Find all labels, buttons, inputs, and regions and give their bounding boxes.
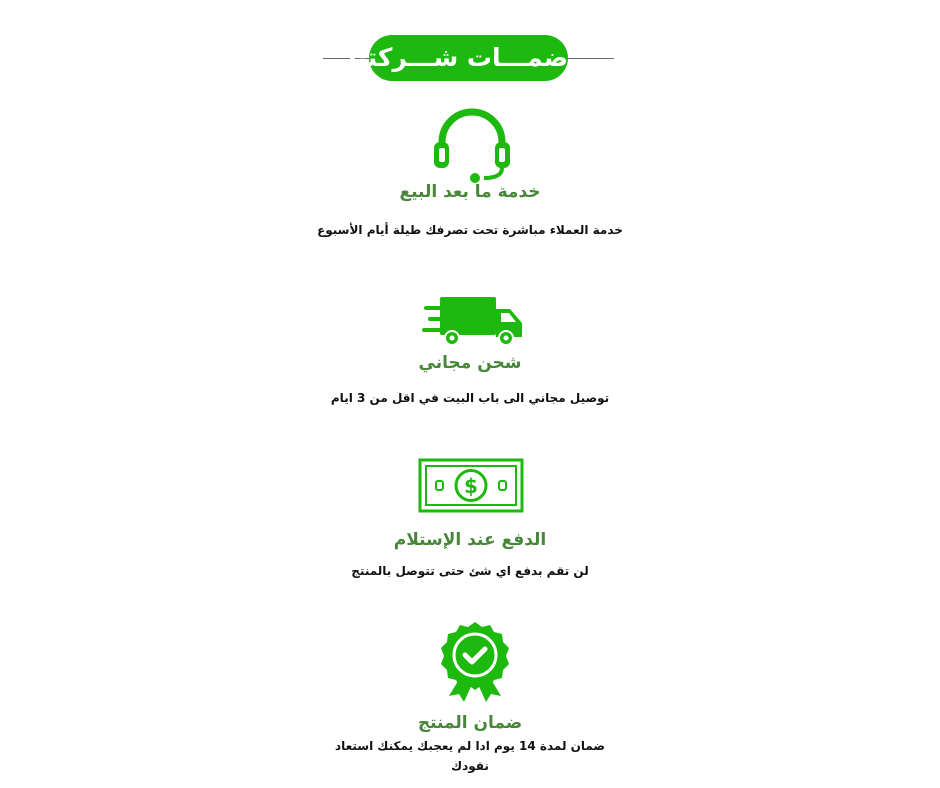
feature-description: ضمان لمدة 14 يوم ادا لم يعجبك يمكنك استعاد نقودك bbox=[334, 739, 606, 773]
feature-title: شحن مجاني bbox=[418, 353, 522, 373]
svg-text:$: $ bbox=[464, 474, 478, 498]
feature-description: توصيل مجاني الى باب البيت في اقل من 3 ايام bbox=[330, 391, 610, 405]
feature-title: ضمان المنتج bbox=[417, 713, 523, 733]
section-title: ضمـــات شـــركتنا bbox=[369, 35, 568, 81]
feature-title: خدمة ما بعد البيع bbox=[399, 182, 541, 202]
headset-icon bbox=[432, 108, 512, 184]
feature-description: خدمة العملاء مباشرة تحت تصرفك طيلة أيام الأسبوع bbox=[317, 223, 623, 237]
header-divider-right bbox=[566, 58, 614, 59]
quality-badge-icon bbox=[439, 620, 511, 702]
feature-description: لن تقم بدفع اي شئ حتى تتوصل بالمنتج bbox=[351, 564, 589, 578]
cash-icon bbox=[418, 458, 524, 513]
feature-title: الدفع عند الإستلام bbox=[393, 530, 547, 550]
delivery-truck-icon bbox=[422, 295, 524, 348]
